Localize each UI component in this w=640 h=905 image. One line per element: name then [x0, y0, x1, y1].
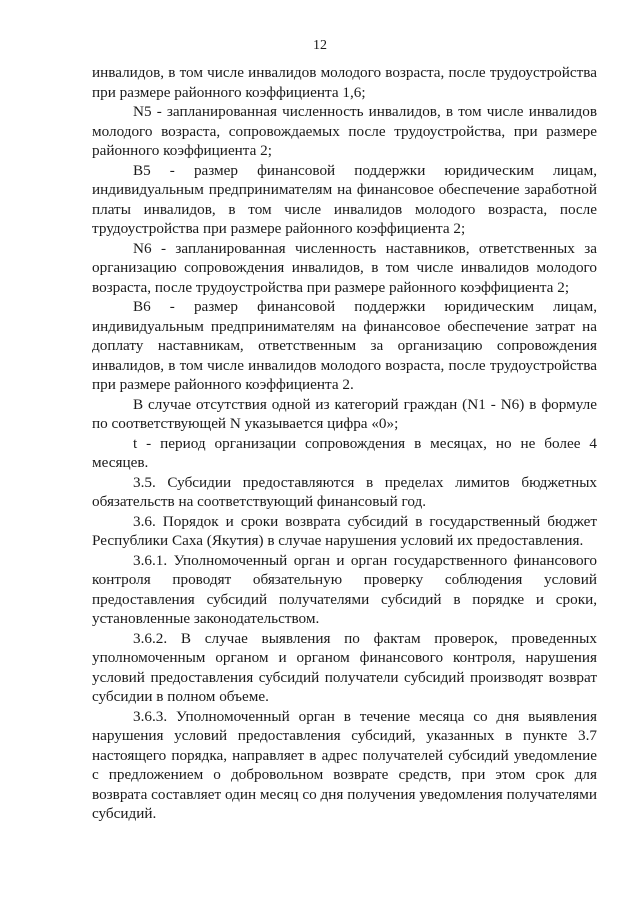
paragraph-continuation: инвалидов, в том числе инвалидов молодого возраста, после трудоустройства при размере районного коэффициента 1,6;	[92, 64, 597, 101]
paragraph-n6: N6 - запланированная численность наставников, ответственных за организацию сопровождения инвалидов, в том числе инвалидов молодого возраста, после трудоустройства при размере районного коэффициента 2;	[92, 239, 597, 296]
paragraph-3-6-1: 3.6.1. Уполномоченный орган и орган государственного финансового контроля проводят обязательную проверку соблюдения условий предоставления субсидий получателями субсидий в порядке и сроки, установленные законодательством.	[92, 551, 597, 627]
paragraph-zero-note: В случае отсутствия одной из категорий граждан (N1 - N6) в формуле по соответствующей N указывается цифра «0»;	[92, 395, 597, 432]
paragraph-n5: N5 - запланированная численность инвалидов, в том числе инвалидов молодого возраста, сопровождаемых после трудоустройства, при размере районного коэффициента 2;	[92, 103, 597, 159]
paragraph-t-period: t - период организации сопровождения в месяцах, но не более 4 месяцев.	[92, 434, 597, 471]
paragraph-b5: B5 - размер финансовой поддержки юридическим лицам, индивидуальным предпринимателям на финансовое обеспечение заработной платы инвалидов, в том числе инвалидов молодого возраста, после трудоустройства при размере районного коэффициента 2;	[92, 161, 597, 237]
paragraph-3-6-3: 3.6.3. Уполномоченный орган в течение месяца со дня выявления нарушения условий предоставления субсидий, указанных в пункте 3.7 настоящего порядка, направляет в адрес получателей субсидий уведомление с предложением о добровольном возврате средств, при этом срок для возврата составляет один месяц со дня получения уведомления получателями субсидий.	[92, 707, 597, 822]
paragraph-3-6: 3.6. Порядок и сроки возврата субсидий в государственный бюджет Республики Саха (Якутия) в случае нарушения условий их предоставления.	[92, 512, 597, 549]
document-body	[92, 63, 597, 824]
paragraph-b6: B6 - размер финансовой поддержки юридическим лицам, индивидуальным предпринимателям на финансовое обеспечение затрат на доплату наставникам, ответственным за организацию сопровождения инвалидов, в том числе инвалидов молодого возраста, после трудоустройства при размере районного коэффициента 2.	[92, 298, 597, 393]
paragraph-3-5: 3.5. Субсидии предоставляются в пределах лимитов бюджетных обязательств на соответствующий финансовый год.	[92, 473, 597, 510]
page-number: 12	[313, 38, 327, 53]
paragraph-3-6-2: 3.6.2. В случае выявления по фактам проверок, проведенных уполномоченным органом и органом финансового контроля, нарушения условий предоставления субсидий получатели субсидий производят возврат субсидии в полном объеме.	[92, 629, 597, 705]
